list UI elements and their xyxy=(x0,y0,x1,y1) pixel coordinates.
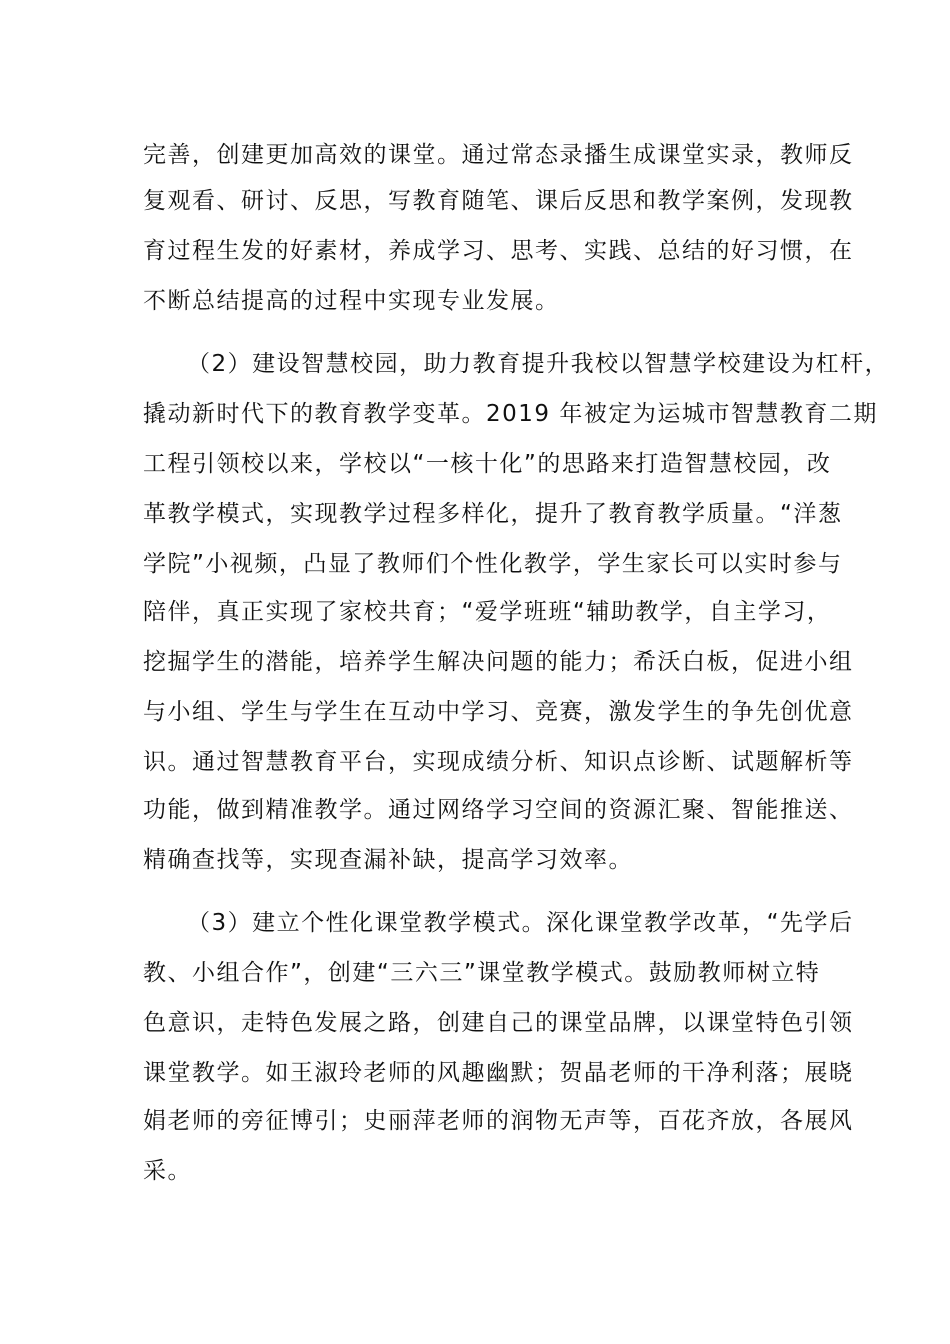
paragraph-2-line-6: 陪伴，真正实现了家校共育；“爱学班班“辅助教学，自主学习， xyxy=(143,599,832,625)
paragraph-1-line-3: 育过程生发的好素材，养成学习、思考、实践、总结的好习惯，在 xyxy=(143,238,854,264)
paragraph-1-line-4: 不断总结提高的过程中实现专业发展。 xyxy=(143,288,560,314)
paragraph-3-line-3: 色意识，走特色发展之路，创建自己的课堂品牌，以课堂特色引领 xyxy=(143,1010,854,1036)
paragraph-2-line-11: 精确查找等，实现查漏补缺，提高学习效率。 xyxy=(143,847,633,873)
paragraph-3-line-4: 课堂教学。如王淑玲老师的风趣幽默；贺晶老师的干净利落；展晓 xyxy=(143,1060,854,1086)
paragraph-2-line-9: 识。通过智慧教育平台，实现成绩分析、知识点诊断、试题解析等 xyxy=(143,749,854,775)
paragraph-2-line-1: （2）建设智慧校园，助力教育提升我校以智慧学校建设为杠杆， xyxy=(187,351,890,377)
paragraph-3-line-1: （3）建立个性化课堂教学模式。深化课堂教学改革，“先学后 xyxy=(187,910,854,936)
paragraph-2-line-5: 学院”小视频，凸显了教师们个性化教学，学生家长可以实时参与 xyxy=(143,551,843,577)
paragraph-2-line-10: 功能，做到精准教学。通过网络学习空间的资源汇聚、智能推送、 xyxy=(143,797,854,823)
paragraph-1-line-1: 完善，创建更加高效的课堂。通过常态录播生成课堂实录，教师反 xyxy=(143,142,854,168)
paragraph-2-line-3: 工程引领校以来，学校以“一核十化”的思路来打造智慧校园，改 xyxy=(143,451,832,477)
paragraph-2-line-4: 革教学模式，实现教学过程多样化，提升了教育教学质量。“洋葱 xyxy=(143,501,843,527)
paragraph-3-line-6: 采。 xyxy=(143,1158,192,1184)
paragraph-2-line-8: 与小组、学生与学生在互动中学习、竞赛，激发学生的争先创优意 xyxy=(143,699,854,725)
paragraph-1-line-2: 复观看、研讨、反思，写教育随笔、课后反思和教学案例，发现教 xyxy=(143,188,854,214)
paragraph-3-line-5: 娟老师的旁征博引；史丽萍老师的润物无声等，百花齐放，各展风 xyxy=(143,1108,854,1134)
paragraph-2-line-7: 挖掘学生的潜能，培养学生解决问题的能力；希沃白板，促进小组 xyxy=(143,649,854,675)
paragraph-2-line-2: 撬动新时代下的教育教学变革。2019 年被定为运城市智慧教育二期 xyxy=(143,401,878,427)
paragraph-3-line-2: 教、小组合作”，创建“三六三”课堂教学模式。鼓励教师树立特 xyxy=(143,960,821,986)
